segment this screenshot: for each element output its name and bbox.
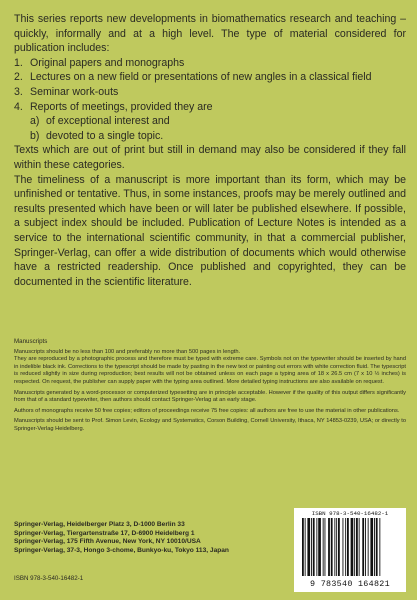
barcode-bar [351, 518, 354, 576]
barcode-bar [374, 518, 375, 576]
barcode-bar [359, 518, 360, 576]
barcode-bar [318, 518, 321, 576]
address-line: Springer-Verlag, Tiergartenstraße 17, D-6900 Heidelberg 1 [14, 529, 195, 537]
list-item: a) of exceptional interest and [30, 115, 170, 128]
barcode-bar [379, 518, 380, 576]
list-item: 2. Lectures on a new field or presentations of new angles in a classical field [14, 71, 372, 84]
manuscripts-submission: Manuscripts should be sent to Prof. Simon Levin, Ecology and Systematics, Corson Building, Cornell University, Ithaca, NY 14853-0239, USA; or directly to Springer-Verlag Heidelberg. [14, 418, 406, 432]
timeliness-paragraph: The timeliness of a manuscript is more important than its form, which may be unfinished or tentative. Thus, in some instances, proofs may be merely outlined and results presented which have been or will later be published elsewhere. If possible, a subject index should be included. Publication of Lecture Notes is intended as a service to the international scientific community, in that a commercial publisher, Springer-Verlag, can offer a wide distribution of documents which would otherwise have a restricted readership. Once published and copyrighted, they can be documented in the scientific literature. [14, 173, 406, 288]
barcode-bar [354, 518, 355, 576]
barcode-bar [323, 518, 324, 576]
barcode-bar [345, 518, 346, 576]
barcode-bar [362, 518, 364, 576]
barcode-bar [334, 518, 335, 576]
material-list [14, 56, 406, 114]
barcode-bar [356, 518, 358, 576]
barcode-bars [300, 518, 400, 576]
manuscripts-free-copies: Authors of monographs receive 50 free copies; editors of proceedings receive 75 free copies: all authors are free to use the material in other publications. [14, 407, 400, 414]
address-line: Springer-Verlag, 37-3, Hongo 3-chome, Bunkyo-ku, Tokyo 113, Japan [14, 546, 229, 554]
list-item: 4. Reports of meetings, provided they are [14, 100, 213, 113]
meeting-conditions-list [14, 114, 406, 143]
barcode-bar [307, 518, 310, 576]
barcode-bar [347, 518, 349, 576]
out-of-print-paragraph: Texts which are out of print but still in demand may also be considered if they fall within these categories. [14, 144, 406, 171]
barcode-bar [338, 518, 340, 576]
manuscripts-section [14, 338, 406, 437]
series-description [14, 12, 406, 289]
list-item: 3. Seminar work-outs [14, 85, 119, 98]
barcode-bar [305, 518, 306, 576]
barcode [294, 508, 406, 592]
address-line: Springer-Verlag, Heidelberger Platz 3, D-1000 Berlin 33 [14, 521, 185, 528]
barcode-bar [343, 518, 344, 576]
barcode-bar [365, 518, 366, 576]
barcode-bar [313, 518, 315, 576]
barcode-bar [336, 518, 337, 576]
list-item: 1. Original papers and monographs [14, 56, 185, 69]
barcode-bar [370, 518, 373, 576]
intro-paragraph: This series reports new developments in biomathematics research and teaching – quickly, informally and at a high level. The type of material considered for publication includes: [14, 13, 406, 55]
barcode-bar [316, 518, 317, 576]
publisher-addresses [14, 521, 314, 555]
manuscripts-length: Manuscripts should be no less than 100 and preferably no more than 500 pages in length. [14, 348, 241, 355]
manuscripts-wordprocessor: Manuscripts generated by a word-processor or computerized typesetting are in principle acceptable. However if the quality of this output differs significantly from that of a standard typewriter, then authors should contact Springer-Verlag at an early stage. [14, 389, 406, 404]
barcode-digits: 9 783540 164821 [310, 579, 390, 589]
barcode-bar [331, 518, 333, 576]
isbn-label: ISBN 978-3-540-16482-1 [14, 575, 84, 582]
barcode-bar [368, 518, 369, 576]
barcode-isbn: ISBN 978-3-540-16482-1 [311, 510, 389, 517]
manuscripts-typing: They are reproduced by a photographic process and therefore must be typed with extreme care. Symbols not on the typewriter should be inserted by hand in indelible black ink. Corrections to the typescript should be made by pasting in the new text or painting out errors with white correction fluid. The typescript is reduced slightly in size during reproduction; best results will not be obtained unless on each page a typing area of 18 x 26.5 cm (7 x 10 ½ inches) is respected. On request, the publisher can supply paper with the typing area outlined. More detailed typing instructions are also available on request. [14, 356, 406, 385]
list-item: b) devoted to a single topic. [30, 129, 164, 142]
section-heading: Manuscripts [14, 338, 48, 345]
barcode-bar [328, 518, 330, 576]
barcode-bar [302, 518, 304, 576]
barcode-bar [311, 518, 312, 576]
barcode-bar [325, 518, 326, 576]
barcode-bar [376, 518, 378, 576]
address-line: Springer-Verlag, 175 Fifth Avenue, New York, NY 10010/USA [14, 538, 201, 546]
